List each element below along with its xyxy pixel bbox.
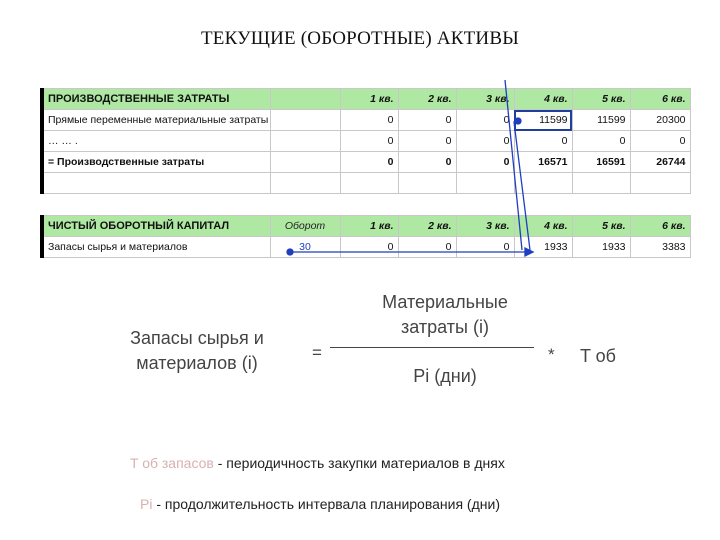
table-cell[interactable]: 16571 bbox=[514, 152, 572, 173]
row-label[interactable]: Запасы сырья и материалов bbox=[42, 237, 270, 258]
formula-factor: T об bbox=[580, 346, 616, 366]
table-cell[interactable]: 0 bbox=[514, 131, 572, 152]
table-cell[interactable]: 26744 bbox=[630, 152, 690, 173]
selected-cell[interactable]: 11599 bbox=[514, 110, 572, 131]
trace-dot bbox=[287, 249, 293, 255]
header-cell: 2 кв. bbox=[398, 89, 456, 110]
legend-text: - продолжительность интервала планирования (дни) bbox=[156, 496, 500, 512]
header-cell: 4 кв. bbox=[514, 216, 572, 237]
slide-title: ТЕКУЩИЕ (ОБОРОТНЫЕ) АКТИВЫ bbox=[200, 28, 519, 49]
fraction-bar bbox=[330, 347, 534, 348]
header-cell: 5 кв. bbox=[572, 216, 630, 237]
trace-dot bbox=[515, 118, 521, 124]
formula-numerator-line2: затраты (i) bbox=[401, 317, 489, 337]
table-cell[interactable]: 0 bbox=[398, 131, 456, 152]
legend-item-pi bbox=[140, 496, 500, 512]
table-cell[interactable]: 1933 bbox=[572, 237, 630, 258]
table-cell[interactable]: 0 bbox=[456, 237, 514, 258]
header-cell: 3 кв. bbox=[456, 216, 514, 237]
table-cell[interactable]: 0 bbox=[572, 131, 630, 152]
table-cell[interactable]: 0 bbox=[340, 131, 398, 152]
table-cell[interactable]: 0 bbox=[398, 237, 456, 258]
header-cell: 4 кв. bbox=[514, 89, 572, 110]
table-cell[interactable]: 0 bbox=[630, 131, 690, 152]
header-cell: ПРОИЗВОДСТВЕННЫЕ ЗАТРАТЫ bbox=[42, 89, 270, 110]
header-cell: 2 кв. bbox=[398, 216, 456, 237]
turnover-cell[interactable]: 30 bbox=[270, 237, 340, 258]
arrow-head bbox=[525, 248, 533, 256]
table-cell[interactable]: 0 bbox=[456, 152, 514, 173]
formula-numerator-line1: Материальные bbox=[382, 292, 508, 312]
row-label[interactable]: = Производственные затраты bbox=[42, 152, 270, 173]
table-cell[interactable]: 0 bbox=[398, 110, 456, 131]
legend-text: - периодичность закупки материалов в днях bbox=[217, 455, 505, 471]
table-cell[interactable]: 0 bbox=[456, 131, 514, 152]
header-cell: ЧИСТЫЙ ОБОРОТНЫЙ КАПИТАЛ bbox=[42, 216, 270, 237]
table-cell[interactable]: 0 bbox=[340, 237, 398, 258]
table-cell[interactable]: 0 bbox=[456, 110, 514, 131]
formula-lhs-line1: Запасы сырья и bbox=[130, 328, 264, 348]
legend-term: T об запасов bbox=[130, 455, 218, 471]
formula-lhs bbox=[112, 326, 282, 376]
trace-arrow-line bbox=[514, 122, 530, 250]
table-cell[interactable]: 20300 bbox=[630, 110, 690, 131]
row-label[interactable]: … … . bbox=[42, 131, 270, 152]
formula-numerator bbox=[360, 290, 530, 340]
header-cell: 5 кв. bbox=[572, 89, 630, 110]
header-cell: 1 кв. bbox=[340, 89, 398, 110]
table-cell[interactable]: 16591 bbox=[572, 152, 630, 173]
formula-equals: = bbox=[312, 343, 322, 362]
table-cell[interactable]: 11599 bbox=[572, 110, 630, 131]
table-cell[interactable]: 1933 bbox=[514, 237, 572, 258]
row-label[interactable]: Прямые переменные материальные затраты bbox=[42, 110, 270, 131]
table-cell[interactable]: 3383 bbox=[630, 237, 690, 258]
header-cell: 6 кв. bbox=[630, 216, 690, 237]
table-cell[interactable]: 0 bbox=[340, 110, 398, 131]
header-cell: 3 кв. bbox=[456, 89, 514, 110]
header-cell: 6 кв. bbox=[630, 89, 690, 110]
legend-item-tob bbox=[130, 455, 505, 471]
header-cell: Оборот bbox=[270, 216, 340, 237]
formula-multiply: * bbox=[548, 345, 555, 364]
formula-denominator: Pi (дни) bbox=[413, 366, 477, 386]
table-cell[interactable]: 0 bbox=[340, 152, 398, 173]
legend-term: Pi bbox=[140, 496, 157, 512]
table-cell[interactable]: 0 bbox=[398, 152, 456, 173]
header-cell: 1 кв. bbox=[340, 216, 398, 237]
formula-lhs-line2: материалов (i) bbox=[136, 353, 258, 373]
